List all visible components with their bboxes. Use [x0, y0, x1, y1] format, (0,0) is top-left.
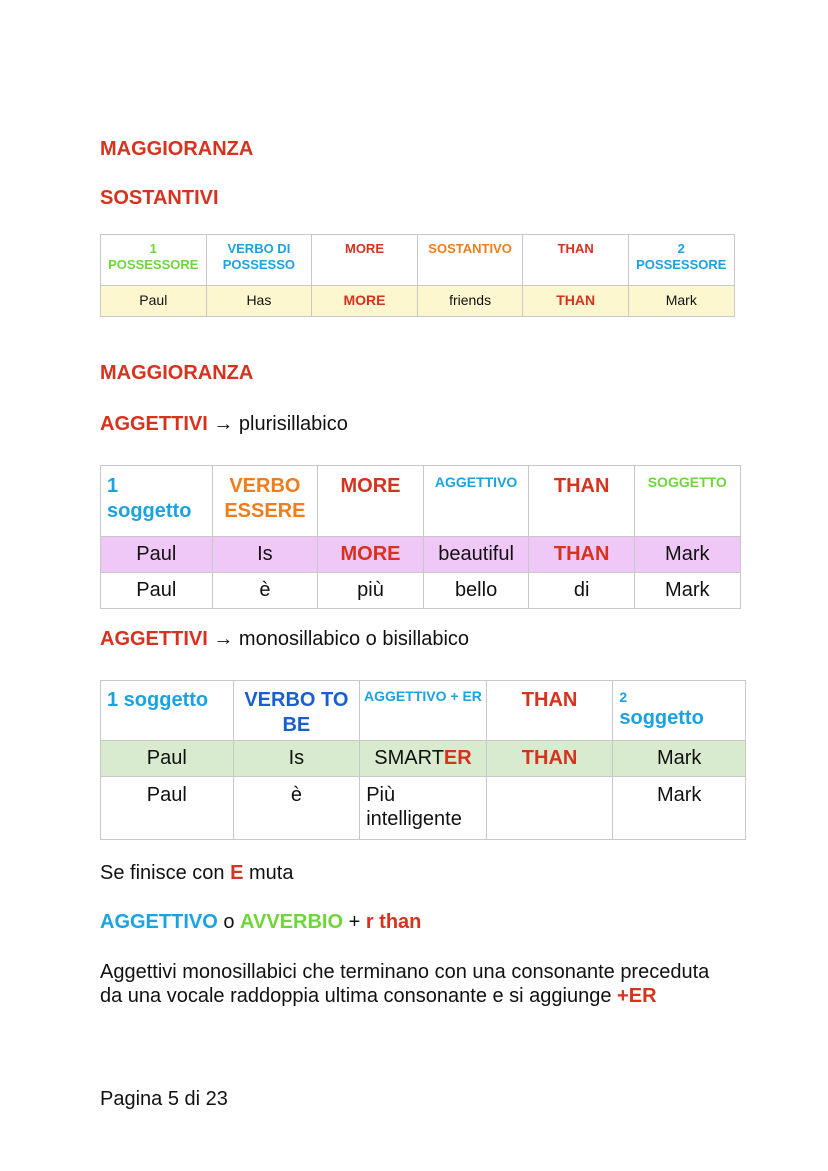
- cell: bello: [423, 573, 529, 609]
- cell: [486, 777, 613, 840]
- cell: è: [233, 777, 360, 840]
- heading-maggioranza-2: MAGGIORANZA: [100, 362, 254, 384]
- note-text: muta: [248, 862, 294, 884]
- table-sostantivi: [100, 234, 735, 317]
- cell: friends: [417, 286, 523, 317]
- table-row: [101, 537, 741, 573]
- header-label: soggetto: [619, 707, 704, 729]
- header-verbo-essere: VERBO ESSERE: [212, 466, 318, 537]
- cell: Paul: [101, 741, 234, 777]
- table-row: [101, 777, 746, 840]
- cell-stem: SMART: [374, 747, 444, 769]
- table-header-row: [101, 466, 741, 537]
- table-row: [101, 286, 735, 317]
- cell: Is: [233, 741, 360, 777]
- header-1-soggetto: [101, 466, 213, 537]
- cell: THAN: [486, 741, 613, 777]
- subheading-bold: AGGETTIVI: [100, 628, 208, 650]
- note-text: Se finisce con: [100, 862, 225, 884]
- note-text: o: [223, 911, 235, 933]
- header-1-possessore: [101, 235, 207, 286]
- cell: Paul: [101, 777, 234, 840]
- cell: [360, 741, 487, 777]
- table-plurisillabico: [100, 465, 741, 609]
- table-row: [101, 741, 746, 777]
- cell: è: [212, 573, 318, 609]
- cell: MORE: [318, 537, 424, 573]
- cell: Più intelligente: [360, 777, 487, 840]
- cell-suffix: ER: [443, 747, 472, 769]
- header-aggettivo: AGGETTIVO: [423, 466, 529, 537]
- table-header-row: [101, 235, 735, 286]
- subheading-rest: → monosillabico o bisillabico: [213, 628, 470, 650]
- cell: di: [529, 573, 635, 609]
- header-number: 2: [619, 689, 628, 705]
- header-more: MORE: [318, 466, 424, 537]
- header-label: POSSESSORE: [636, 257, 727, 272]
- note-e: E: [230, 862, 244, 884]
- cell: Paul: [101, 537, 213, 573]
- header-aggettivo-er: AGGETTIVO + ER: [360, 681, 487, 741]
- heading-maggioranza-1: MAGGIORANZA: [100, 138, 254, 160]
- note-text: +: [348, 911, 361, 933]
- header-2-possessore: [628, 235, 734, 286]
- header-sostantivo: SOSTANTIVO: [417, 235, 523, 286]
- note-r-than: r than: [365, 911, 422, 933]
- cell: Mark: [628, 286, 734, 317]
- heading-sostantivi: SOSTANTIVI: [100, 187, 219, 209]
- subheading-aggettivi-plurisillabico: [100, 413, 348, 436]
- table-row: [101, 573, 741, 609]
- page-number: Pagina 5 di 23: [100, 1088, 228, 1110]
- note-aggettivo: AGGETTIVO: [100, 911, 218, 933]
- cell: THAN: [523, 286, 629, 317]
- header-verbo-to-be: VERBO TO BE: [233, 681, 360, 741]
- cell: Mark: [634, 573, 740, 609]
- cell: Has: [206, 286, 312, 317]
- cell: Mark: [613, 741, 746, 777]
- note-paragraph: [100, 960, 720, 1008]
- subheading-rest: → plurisillabico: [213, 413, 348, 435]
- cell: Mark: [634, 537, 740, 573]
- cell: Paul: [101, 573, 213, 609]
- header-number: 2: [677, 241, 685, 256]
- cell: beautiful: [423, 537, 529, 573]
- cell: Is: [212, 537, 318, 573]
- note-avverbio: AVVERBIO: [240, 911, 344, 933]
- header-label: soggetto: [107, 500, 192, 522]
- subheading-aggettivi-monosillabico: [100, 628, 469, 651]
- note-e-muta: [100, 862, 293, 885]
- header-1-soggetto: 1 soggetto: [101, 681, 234, 741]
- cell: Paul: [101, 286, 207, 317]
- cell: Mark: [613, 777, 746, 840]
- header-than: THAN: [486, 681, 613, 741]
- header-number: 1: [107, 475, 119, 497]
- cell: THAN: [529, 537, 635, 573]
- table-header-row: [101, 681, 746, 741]
- paragraph-text: Aggettivi monosillabici che terminano con una consonante preceduta da una vocale raddoppia ultima consonante e si aggiunge: [100, 961, 710, 1007]
- note-formula: [100, 911, 421, 934]
- header-number: 1: [149, 241, 157, 256]
- header-2-soggetto: [613, 681, 746, 741]
- paragraph-er: +ER: [617, 985, 657, 1007]
- header-than: THAN: [523, 235, 629, 286]
- table-monosillabico: [100, 680, 746, 840]
- header-label: POSSESSORE: [108, 257, 199, 272]
- cell: MORE: [312, 286, 418, 317]
- header-than: THAN: [529, 466, 635, 537]
- subheading-bold: AGGETTIVI: [100, 413, 208, 435]
- cell: più: [318, 573, 424, 609]
- header-more: MORE: [312, 235, 418, 286]
- header-soggetto: SOGGETTO: [634, 466, 740, 537]
- header-verbo-di-possesso: VERBO DI POSSESSO: [206, 235, 312, 286]
